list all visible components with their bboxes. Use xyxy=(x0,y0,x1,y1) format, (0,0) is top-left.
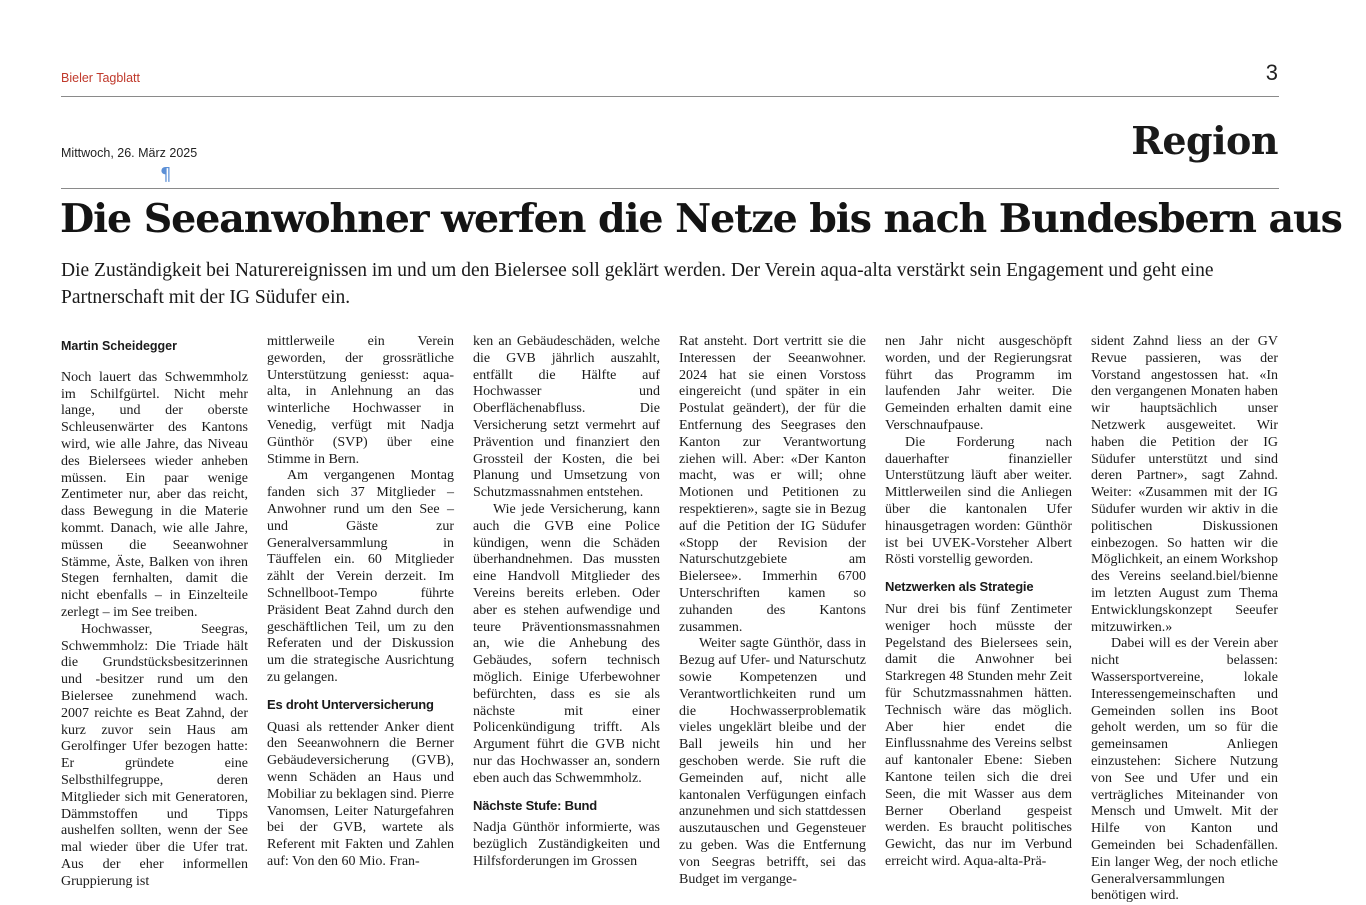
article-column-1 xyxy=(61,334,248,889)
paragraph: sident Zahnd liess an der GV Revue passieren, was der Vorstand angestossen hat. «In den vergangenen Monaten haben wir hauptsächlich unser Netzwerk ausgeweitet. Wir haben die Petition der IG Südufer unterstützt und sind deren Partner», sagt Zahnd. Weiter: «Zusammen mit der IG Südufer wurden wir aktiv in die politischen Diskussionen einbezogen. So hatten wir die Möglichkeit, an einem Workshop des Vereins seeland.biel/bienne im letzten August zum Thema Entwicklungskonzept Seeufer mitzuwirken.» xyxy=(1091,334,1278,635)
top-divider xyxy=(61,96,1279,97)
paragraph: Die Forderung nach dauerhafter finanzieller Unterstützung läuft aber weiter. Mittlerweilen sind die Anliegen über die kantonalen Ufer hinausgetragen worden: Günthör ist bei UVEK-Vorsteher Albert Rösti vorstellig geworden. xyxy=(885,434,1072,568)
paragraph: Noch lauert das Schwemmholz im Schilfgürtel. Nicht mehr lange, und der oberste Schleusenwärter des Kantons wird, wie alle Jahre, das Niveau des Bielersees wieder anheben müssen. Ein paar wenige Zentimeter nur, aber das reicht, dass Bewegung in die Materie kommt. Danach, wie alle Jahre, müssen die Seeanwohner Stämme, Äste, Balken von ihren Stegen fernhalten, damit die nicht ebenfalls – in Einzelteile zerlegt – im See treiben. xyxy=(61,369,248,620)
paragraph: Quasi als rettender Anker dient den Seeanwohnern die Berner Gebäudeversicherung (GVB), wenn Schäden an Haus und Mobiliar zu beklagen sind. Pierre Vanomsen, Leiter Naturgefahren bei der GVB, wartete als Referent mit Fakten und Zahlen auf: Von den 60 Mio. Fran- xyxy=(267,719,455,869)
article-body xyxy=(61,334,1279,904)
article-lead: Die Zuständigkeit bei Naturereignissen im und um den Bielersee soll geklärt werden. Der Verein aqua-alta verstärkt sein Engagement und geht eine Partnerschaft mit der IG Südufer ein. xyxy=(61,260,1214,308)
paragraph: Am vergangenen Montag fanden sich 37 Mitglieder – Anwohner rund um den See – und Gäste zur Generalversammlung in Täuffelen ein. 60 Mitglieder zählt der Verein derzeit. Im Schnellboot-Tempo führte Präsident Beat Zahnd durch den geschäftlichen Teil, um zu den Referaten und der Diskussion um die strategische Ausrichtung zu gelangen. xyxy=(267,468,454,685)
article-column-2 xyxy=(267,334,455,869)
page-number: 3 xyxy=(1265,60,1278,85)
article-headline: Die Seeanwohner werfen die Netze bis nach Bundesbern aus xyxy=(60,196,1342,242)
article-column-3 xyxy=(473,334,660,869)
subheading: Netzwerken als Strategie xyxy=(885,579,1034,595)
paragraph: Weiter sagte Günthör, dass in Bezug auf Ufer- und Naturschutz sowie Kompetenzen und Verantwortlichkeiten rund um die Hochwasserproblematik vieles ungeklärt bleibe und der Ball jeweils hin und her geschoben werde. Sie ruft die Gemeinden auf, nicht alle kantonalen Verfügungen einfach anzunehmen und sich stattdessen auszutauschen und Gegensteuer zu geben. Was die Entfernung von Seegras betrifft, sei das Budget im vergange- xyxy=(679,636,866,887)
paragraph: ken an Gebäudeschäden, welche die GVB jährlich auszahlt, entfällt die Hälfte auf Hochwasser und Oberflächenabfluss. Die Versicherung setzt vermehrt auf Prävention und finanziert den Grossteil der Kosten, die bei Planung und Umsetzung von Schutzmassnahmen entstehen. xyxy=(473,334,660,501)
paragraph: Rat ansteht. Dort vertritt sie die Interessen der Seeanwohner. 2024 hat sie einen Vorstoss eingereicht (und später in ein Postulat geändert), der für die Entfernung des Seegrases den Kanton zur Verantwortung ziehen will. Aber: «Der Kanton macht, was er will; ohne Motionen und Petitionen zu respektieren», sagte sie in Bezug auf die Petition der IG Südufer «Stopp der Revision der Naturschutzgebiete am Bielersee». Immerhin 6700 Unterschriften kamen so zuhanden des Kantons zusammen. xyxy=(679,334,866,635)
article-column-4 xyxy=(679,334,866,887)
paragraph: Hochwasser, Seegras, Schwemmholz: Die Triade hält die Grundstücksbesitzerinnen und -besitzer rund um den Bielersee zunehmend wach. 2007 reichte es Beat Zahnd, der kurz zuvor sein Haus am Gerolfinger Ufer bezogen hatte: Er gründete eine Selbsthilfegruppe, deren Mitglieder sich mit Generatoren, Dämmstoffen und Tipps aushelfen sollten, wenn der See mal wieder über die Ufer trat. Aus der eher informellen Gruppierung ist xyxy=(61,621,248,889)
paragraph: Dabei will es der Verein aber nicht belassen: Wassersportvereine, lokale Interessengemeinschaften und Gemeinden sollen ins Boot geholt werden, um so für die gemeinsamen Anliegen einzustehen: Sichere Nutzung von See und Ufer und ein verträgliches Miteinander von Mensch und Umwelt. Mit der Hilfe von Kanton und Gemeinden bei Schadenfällen. Ein langer Weg, der noch etliche Generalversammlungen benötigen wird. xyxy=(1091,636,1278,904)
paragraph: Nadja Günthör informierte, was bezüglich Zuständigkeiten und Hilfsforderungen im Grossen xyxy=(473,820,660,869)
issue-date: Mittwoch, 26. März 2025 xyxy=(61,146,198,160)
section-divider xyxy=(61,188,1279,189)
article-column-6 xyxy=(1091,334,1278,904)
pilcrow-icon: ¶ xyxy=(160,164,172,185)
paragraph: mittlerweile ein Verein geworden, der grossrätliche Unterstützung geniesst: aqua-alta, in Anlehnung an das winterliche Hochwasser in Venedig, verfügt mit Nadja Günthör (SVP) über eine Stimme in Bern. xyxy=(267,334,454,467)
subheading: Nächste Stufe: Bund xyxy=(473,797,598,813)
paragraph: Wie jede Versicherung, kann auch die GVB eine Police kündigen, wenn die Schäden überhandnehmen. Das mussten eine Handvoll Mitglieder des Vereins bereits erleben. Oder aber es stehen aufwendige und teure Präventionsmassnahmen an, wie die Anhebung des Gebäudes, sofern technisch möglich. Einige Uferbewohner befürchten, dass es sie als nächste mit einer Policenkündigung trifft. Als Argument führt die GVB nicht nur das Hochwasser an, sondern eben auch das Schwemmholz. xyxy=(473,501,660,786)
author-byline: Martin Scheidegger xyxy=(61,339,177,353)
paragraph: nen Jahr nicht ausgeschöpft worden, und der Regierungsrat führt das Programm im laufenden Jahr weiter. Die Gemeinden erhalten damit eine Verschnaufpause. xyxy=(885,334,1072,433)
paragraph: Nur drei bis fünf Zentimeter weniger hoch müsste der Pegelstand des Bielersees sein, damit die Anwohner bei Starkregen 48 Stunden mehr Zeit für Schutzmassnahmen hätten. Technisch wäre das möglich. Aber hier endet die Einflussnahme des Vereins selbst auf kantonaler Ebene: Sieben Kantone teilen sich die drei Seen, die mit Wasser aus dem Berner Oberland gespeist werden. Es braucht politisches Gewicht, das nur im Verbund erreicht wird. Aqua-alta-Prä- xyxy=(885,601,1072,869)
section-title: Region xyxy=(1131,118,1278,163)
subheading: Es droht Unterversicherung xyxy=(267,696,434,712)
article-column-5 xyxy=(885,334,1072,869)
newspaper-name: Bieler Tagblatt xyxy=(61,71,140,85)
